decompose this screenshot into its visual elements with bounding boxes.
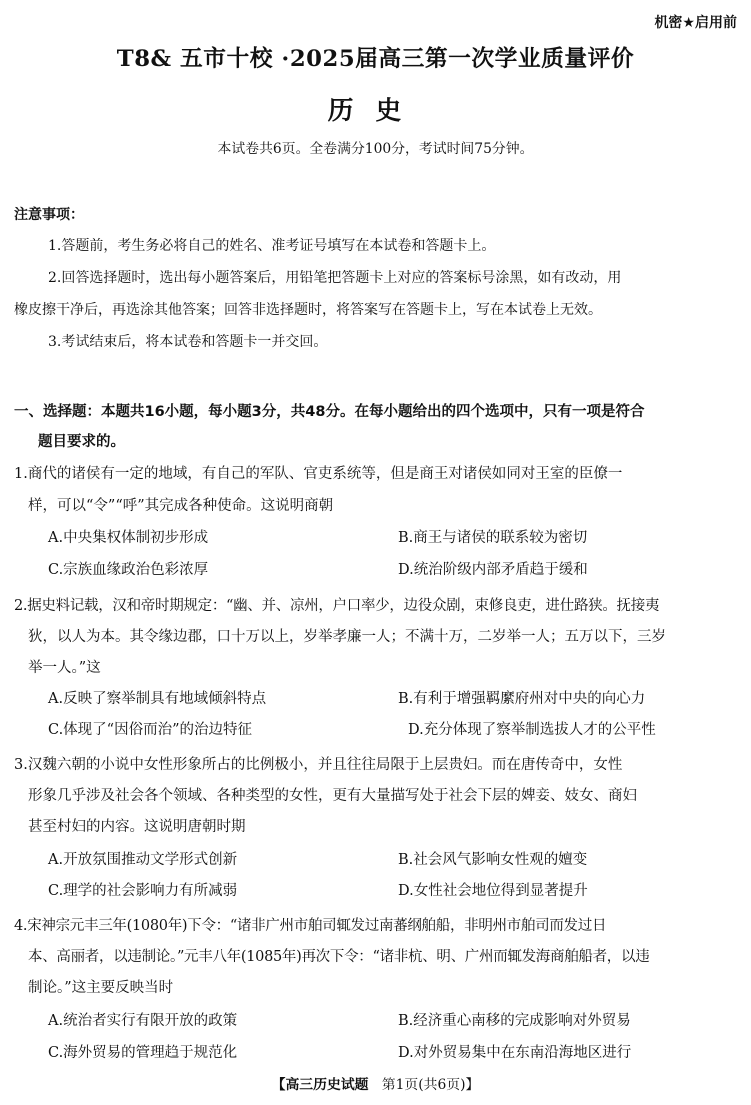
- notice-item-3: 3.考试结束后，将本试卷和答题卡一并交回。: [48, 334, 328, 350]
- option-a: A.开放氛围推动文学形式创新: [48, 852, 238, 868]
- exam-info: 本试卷共6页。全卷满分100分，考试时间75分钟。: [217, 141, 534, 157]
- option-a: A.统治者实行有限开放的政策: [48, 1013, 238, 1029]
- option-d: D.充分体现了察举制选拔人才的公平性: [408, 722, 656, 738]
- page-footer: [0, 1073, 751, 1093]
- footer-page: 第1页(共6页)】: [381, 1077, 480, 1093]
- option-c: C.体现了“因俗而治”的治边特征: [48, 722, 253, 738]
- exam-title: T8& 五市十校 ·2025届高三第一次学业质量评价: [116, 46, 635, 72]
- question-text: 2.据史料记载，汉和帝时期规定：“幽、并、凉州，户口率少，边役众剧，束修良吏，进仕路狭。抚接夷: [14, 598, 660, 614]
- question-text: 1.商代的诸侯有一定的地域，有自己的军队、官吏系统等，但是商王对诸侯如同对王室的臣僚一: [14, 466, 623, 482]
- notice-heading: 注意事项：: [14, 207, 84, 223]
- confidential-mark: 机密★启用前: [654, 15, 737, 31]
- option-c: C.海外贸易的管理趋于规范化: [48, 1045, 238, 1061]
- option-b: B.社会风气影响女性观的嬗变: [398, 852, 588, 868]
- question-text: 甚至村妇的内容。这说明唐朝时期: [28, 819, 246, 835]
- option-c: C.理学的社会影响力有所减弱: [48, 883, 238, 899]
- notice-item-2: 2.回答选择题时，选出每小题答案后，用铅笔把答题卡上对应的答案标号涂黑，如有改动，用: [48, 270, 622, 286]
- notice-item-2-cont: 橡皮擦干净后，再选涂其他答案；回答非选择题时，将答案写在答题卡上，写在本试卷上无效。: [14, 302, 602, 318]
- option-d: D.对外贸易集中在东南沿海地区进行: [398, 1045, 632, 1061]
- option-c: C.宗族血缘政治色彩浓厚: [48, 562, 209, 578]
- option-b: B.经济重心南移的完成影响对外贸易: [398, 1013, 631, 1029]
- option-a: A.中央集权体制初步形成: [48, 530, 209, 546]
- question-text: 3.汉魏六朝的小说中女性形象所占的比例极小，并且往往局限于上层贵妇。而在唐传奇中，女性: [14, 757, 623, 773]
- question-text: 本、高丽者，以违制论。”元丰八年(1085年)再次下令：“诸非杭、明、广州而辄发海商舶船者，以违: [28, 949, 650, 965]
- question-text: 制论。”这主要反映当时: [28, 980, 174, 996]
- option-b: B.有利于增强羁縻府州对中央的向心力: [398, 691, 646, 707]
- option-d: D.女性社会地位得到显著提升: [398, 883, 588, 899]
- footer-label: 【高三历史试题: [271, 1077, 369, 1093]
- question-text: 狄，以人为本。其令缘边郡，口十万以上，岁举孝廉一人；不满十万，二岁举一人；五万以下，三岁: [28, 629, 666, 645]
- question-text: 4.宋神宗元丰三年(1080年)下令：“诸非广州市舶司辄发过南蕃纲舶船，非明州市舶司而发过日: [14, 918, 607, 934]
- section-title: 一、选择题：本题共16小题，每小题3分，共48分。在每小题给出的四个选项中，只有一项是符合: [14, 404, 645, 420]
- option-d: D.统治阶级内部矛盾趋于缓和: [398, 562, 588, 578]
- question-text: 形象几乎涉及社会各个领域、各种类型的女性，更有大量描写处于社会下层的婢妾、妓女、商妇: [28, 788, 637, 804]
- question-text: 样，可以“令”“呼”其完成各种使命。这说明商朝: [28, 498, 334, 514]
- question-text: 举一人。”这: [28, 660, 101, 676]
- option-b: B.商王与诸侯的联系较为密切: [398, 530, 588, 546]
- section-title-cont: 题目要求的。: [38, 434, 125, 450]
- subject-title: 历史: [327, 96, 424, 126]
- notice-item-1: 1.答题前，考生务必将自己的姓名、准考证号填写在本试卷和答题卡上。: [48, 238, 496, 254]
- option-a: A.反映了察举制具有地域倾斜特点: [48, 691, 267, 707]
